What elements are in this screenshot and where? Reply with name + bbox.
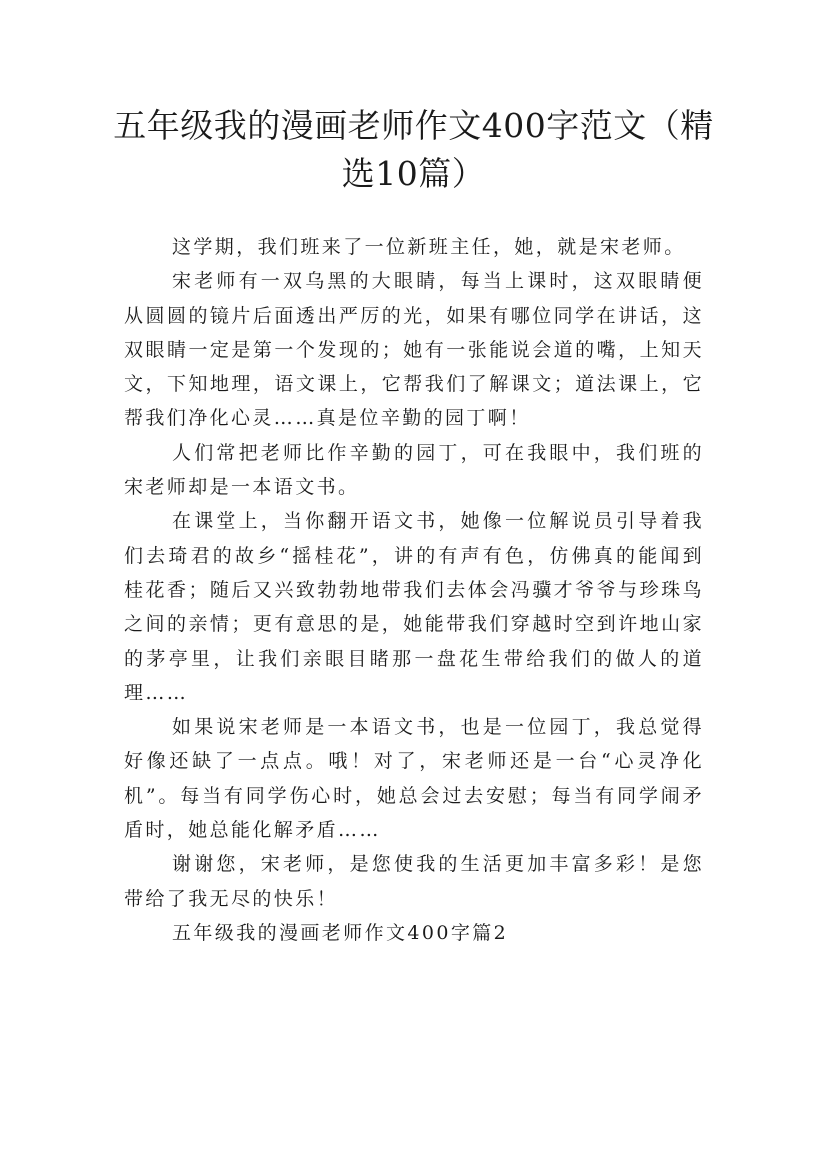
document-title: 五年级我的漫画老师作文400字范文（精选10篇） xyxy=(113,106,714,193)
paragraph: 谢谢您，宋老师，是您使我的生活更加丰富多彩！是您带给了我无尽的快乐！ xyxy=(124,853,704,910)
paragraph: 如果说宋老师是一本语文书，也是一位园丁，我总觉得好像还缺了一点点。哦！对了，宋老师还是一台“心灵净化机”。每当有同学伤心时，她总会过去安慰；每当有同学闹矛盾时，她总能化解矛盾…… xyxy=(124,716,704,842)
paragraph: 在课堂上，当你翻开语文书，她像一位解说员引导着我们去琦君的故乡“摇桂花”，讲的有声有色，仿佛真的能闻到桂花香；随后又兴致勃勃地带我们去体会冯骥才爷爷与珍珠鸟之间的亲情；更有意思的是，她能带我们穿越时空到许地山家的茅亭里，让我们亲眼目睹那一盘花生带给我们的做人的道理…… xyxy=(124,510,704,704)
paragraph: 这学期，我们班来了一位新班主任，她，就是宋老师。 xyxy=(172,236,686,258)
section-heading: 五年级我的漫画老师作文400字篇2 xyxy=(172,921,509,944)
paragraph: 人们常把老师比作辛勤的园丁，可在我眼中，我们班的宋老师却是一本语文书。 xyxy=(124,441,704,499)
document-body xyxy=(124,230,704,950)
paragraph: 宋老师有一双乌黑的大眼睛，每当上课时，这双眼睛便从圆圆的镜片后面透出严厉的光，如果有哪位同学在讲话，这双眼睛一定是第一个发现的；她有一张能说会道的嘴，上知天文，下知地理，语文课上，它帮我们了解课文；道法课上，它帮我们净化心灵……真是位辛勤的园丁啊！ xyxy=(124,270,704,430)
